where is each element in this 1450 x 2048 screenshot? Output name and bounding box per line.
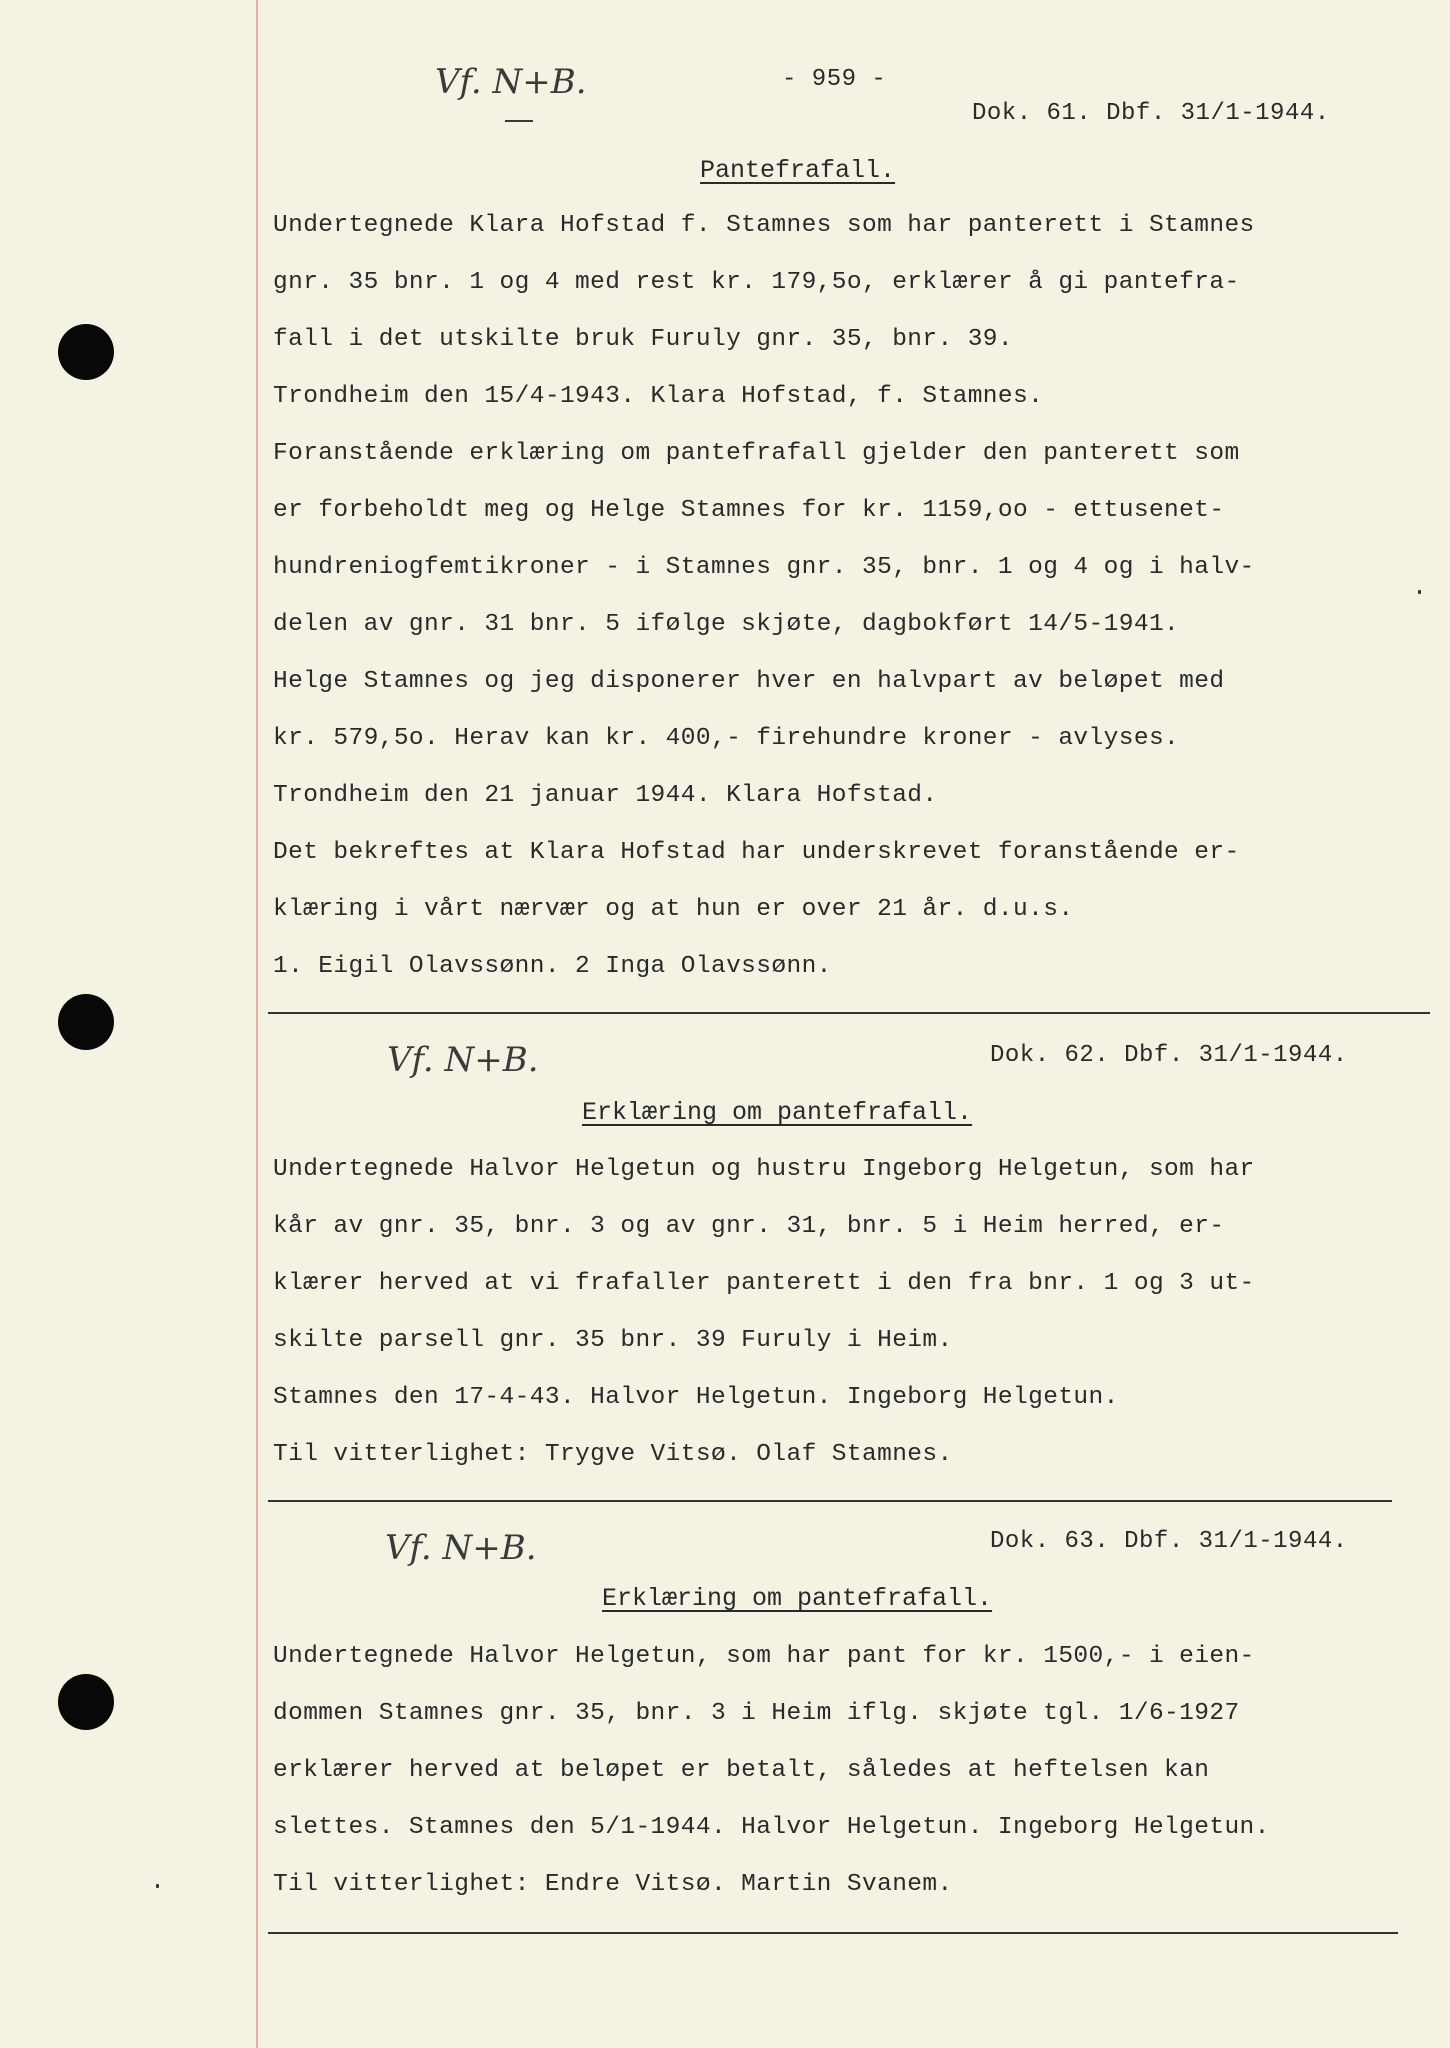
section-divider [268,1012,1430,1014]
document-title: Erklæring om pantefrafall. [582,1098,973,1127]
text-line: hundreniogfemtikroner - i Stamnes gnr. 35, bnr. 1 og 4 og i halv- [273,554,1255,581]
text-line: klærer herved at vi frafaller panterett i den fra bnr. 1 og 3 ut- [273,1270,1255,1297]
text-line: Helge Stamnes og jeg disponerer hver en halvpart av beløpet med [273,668,1225,695]
ink-speck [156,1884,159,1888]
text-line: gnr. 35 bnr. 1 og 4 med rest kr. 179,5o, erklærer å gi pantefra- [273,269,1240,296]
document-header: Dok. 62. Dbf. 31/1-1944. [990,1042,1348,1069]
punch-hole-top [58,324,114,380]
text-line: Trondheim den 15/4-1943. Klara Hofstad, f. Stamnes. [273,383,1044,410]
page-number: - 959 - [782,66,887,93]
section-divider [268,1932,1398,1934]
text-line: Foranstående erklæring om pantefrafall gjelder den panterett som [273,440,1240,467]
text-line: Stamnes den 17-4-43. Halvor Helgetun. Ingeborg Helgetun. [273,1384,1119,1411]
text-line: kr. 579,5o. Herav kan kr. 400,- firehundre kroner - avlyses. [273,725,1180,752]
text-line: Det bekreftes at Klara Hofstad har underskrevet foranstående er- [273,839,1240,866]
punch-hole-bottom [58,1674,114,1730]
punch-hole-middle [58,994,114,1050]
red-margin-line [256,0,258,2048]
marginal-note-underline [505,120,533,122]
text-line: Til vitterlighet: Trygve Vitsø. Olaf Stamnes. [273,1441,953,1468]
text-line: Undertegnede Halvor Helgetun og hustru Ingeborg Helgetun, som har [273,1156,1255,1183]
text-line: delen av gnr. 31 bnr. 5 ifølge skjøte, dagbokført 14/5-1941. [273,611,1180,638]
text-line: klæring i vårt nærvær og at hun er over 21 år. d.u.s. [273,896,1074,923]
text-line: skilte parsell gnr. 35 bnr. 39 Furuly i Heim. [273,1327,953,1354]
text-line: Til vitterlighet: Endre Vitsø. Martin Svanem. [273,1871,953,1898]
document-title: Pantefrafall. [700,156,896,185]
marginal-note: Vf. N+B. [385,1528,537,1568]
text-line: er forbeholdt meg og Helge Stamnes for kr. 1159,oo - ettusenet- [273,497,1225,524]
text-line: erklærer herved at beløpet er betalt, således at heftelsen kan [273,1757,1210,1784]
ink-speck [1418,590,1421,594]
text-line: dommen Stamnes gnr. 35, bnr. 3 i Heim iflg. skjøte tgl. 1/6-1927 [273,1700,1240,1727]
text-line: kår av gnr. 35, bnr. 3 og av gnr. 31, bnr. 5 i Heim herred, er- [273,1213,1225,1240]
text-line: Undertegnede Klara Hofstad f. Stamnes som har panterett i Stamnes [273,212,1255,239]
text-line: 1. Eigil Olavssønn. 2 Inga Olavssønn. [273,953,832,980]
section-divider [268,1500,1392,1502]
document-title: Erklæring om pantefrafall. [602,1584,993,1613]
document-header: Dok. 63. Dbf. 31/1-1944. [990,1528,1348,1555]
text-line: slettes. Stamnes den 5/1-1944. Halvor Helgetun. Ingeborg Helgetun. [273,1814,1270,1841]
text-line: Trondheim den 21 januar 1944. Klara Hofstad. [273,782,938,809]
text-line: fall i det utskilte bruk Furuly gnr. 35, bnr. 39. [273,326,1014,353]
document-header: Dok. 61. Dbf. 31/1-1944. [972,100,1330,127]
text-line: Undertegnede Halvor Helgetun, som har pant for kr. 1500,- i eien- [273,1643,1255,1670]
marginal-note: Vf. N+B. [387,1040,539,1080]
marginal-note: Vf. N+B. [435,62,587,102]
